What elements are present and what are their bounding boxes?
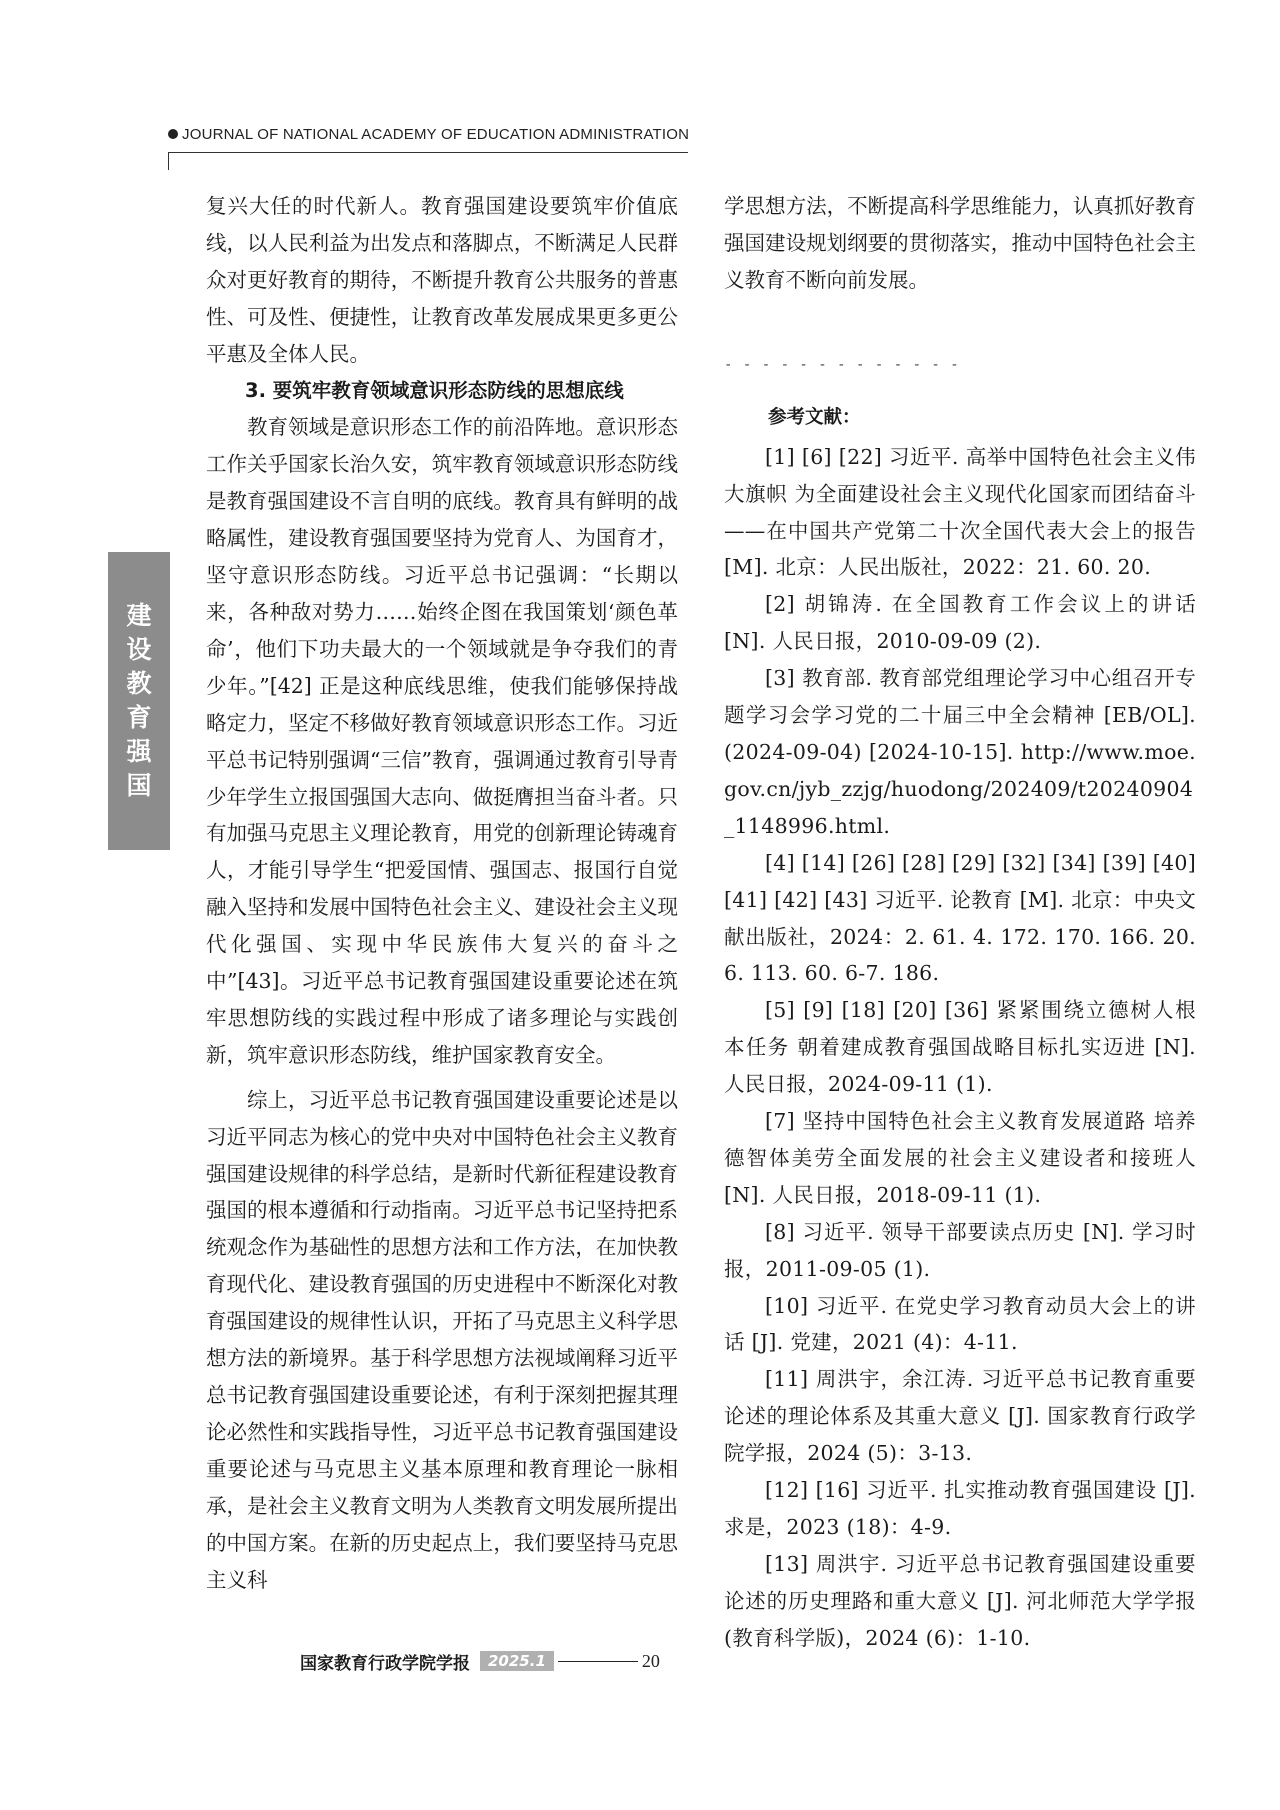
section-side-tab	[108, 552, 170, 850]
side-tab-char: 育	[126, 703, 152, 732]
side-tab-char: 国	[126, 771, 152, 800]
issue-badge: 2025.1	[480, 1651, 554, 1671]
left-column	[206, 188, 678, 1598]
separator-line: - - - - - - - - - - - - -	[724, 356, 960, 373]
right-column	[724, 188, 1196, 1657]
body-paragraph: 教育领域是意识形态工作的前沿阵地。意识形态工作关乎国家长治久安，筑牢教育领域意识形态防线是教育强国建设不言自明的底线。教育具有鲜明的战略属性，建设教育强国要坚持为党育人、为国育才，坚守意识形态防线。习近平总书记强调：“长期以来，各种敌对势力……始终企图在我国策划‘颜色革命’，他们下功夫最大的一个领域就是争夺我们的青少年。”[42] 正是这种底线思维，使我们能够保持战略定力，坚定不移做好教育领域意识形态工作。习近平总书记特别强调“三信”教育，强调通过教育引导青少年学生立报国强国大志向、做挺膺担当奋斗者。只有加强马克思主义理论教育，用党的创新理论铸魂育人，才能引导学生“把爱国情、强国志、报国行自觉融入坚持和发展中国特色社会主义、建设社会主义现代化强国、实现中华民族伟大复兴的奋斗之中”[43]。习近平总书记教育强国建设重要论述在筑牢思想防线的实践过程中形成了诸多理论与实践创新，筑牢意识形态防线，维护国家教育安全。	[206, 415, 678, 1067]
reference-item: [4] [14] [26] [28] [29] [32] [34] [39] [40] [41] [42] [43] 习近平. 论教育 [M]. 北京：中央文献出版社，2024：2. 61. 4. 172. 170. 166. 20. 6. 113. 60. 6-7. 186.	[724, 850, 1196, 986]
side-tab-char: 教	[126, 669, 152, 698]
reference-item: [8] 习近平. 领导干部要读点历史 [N]. 学习时报，2011-09-05 (1).	[724, 1219, 1196, 1281]
footer-rule	[558, 1661, 638, 1662]
reference-item: [1] [6] [22] 习近平. 高举中国特色社会主义伟大旗帜 为全面建设社会主义现代化国家而团结奋斗——在中国共产党第二十次全国代表大会上的报告 [M]. 北京：人民出版社，2022：21. 60. 20.	[724, 444, 1196, 580]
bullet-dot-icon	[168, 129, 178, 139]
page-number: 20	[641, 1650, 660, 1671]
references-title: 参考文献：	[768, 406, 861, 428]
header-rule	[168, 152, 688, 153]
section-heading: 3. 要筑牢教育领域意识形态防线的思想底线	[245, 378, 624, 402]
body-paragraph: 复兴大任的时代新人。教育强国建设要筑牢价值底线，以人民利益为出发点和落脚点，不断满足人民群众对更好教育的期待，不断提升教育公共服务的普惠性、可及性、便捷性，让教育改革发展成果更多更公平惠及全体人民。	[206, 194, 678, 366]
side-tab-char: 建	[126, 601, 152, 630]
reference-item: [13] 周洪宇. 习近平总书记教育强国建设重要论述的历史理路和重大意义 [J]. 河北师范大学学报 (教育科学版)，2024 (6)：1-10.	[724, 1551, 1196, 1650]
journal-english-title: JOURNAL OF NATIONAL ACADEMY OF EDUCATION ADMINISTRATION	[182, 126, 690, 143]
reference-item: [11] 周洪宇，余江涛. 习近平总书记教育重要论述的理论体系及其重大意义 [J]. 国家教育行政学院学报，2024 (5)：3-13.	[724, 1367, 1196, 1466]
reference-list	[724, 439, 1196, 1657]
reference-item: [2] 胡锦涛. 在全国教育工作会议上的讲话 [N]. 人民日报，2010-09-09 (2).	[724, 592, 1196, 654]
reference-item: [3] 教育部. 教育部党组理论学习中心组召开专题学习会学习党的二十届三中全会精神 [EB/OL]. (2024-09-04) [2024-10-15]. http://www.moe.gov.cn/jyb_zzjg/huodong/202409/t20240904_1148996.html.	[724, 666, 1196, 838]
reference-item: [5] [9] [18] [20] [36] 紧紧围绕立德树人根本任务 朝着建成教育强国战略目标扎实迈进 [N]. 人民日报，2024-09-11 (1).	[724, 998, 1196, 1097]
body-paragraph: 学思想方法，不断提高科学思维能力，认真抓好教育强国建设规划纲要的贯彻落实，推动中国特色社会主义教育不断向前发展。	[724, 194, 1196, 292]
reference-item: [7] 坚持中国特色社会主义教育发展道路 培养德智体美劳全面发展的社会主义建设者和接班人 [N]. 人民日报，2018-09-11 (1).	[724, 1109, 1196, 1207]
side-tab-char: 设	[126, 635, 152, 664]
side-tab-char: 强	[126, 737, 152, 766]
journal-chinese-title: 国家教育行政学院学报	[300, 1653, 470, 1674]
running-header	[168, 126, 688, 152]
reference-item: [12] [16] 习近平. 扎实推动教育强国建设 [J]. 求是，2023 (18)：4-9.	[724, 1478, 1196, 1539]
page-footer	[300, 1646, 720, 1676]
reference-item: [10] 习近平. 在党史学习教育动员大会上的讲话 [J]. 党建，2021 (4)：4-11.	[724, 1293, 1196, 1355]
body-paragraph: 综上，习近平总书记教育强国建设重要论述是以习近平同志为核心的党中央对中国特色社会主义教育强国建设规律的科学总结，是新时代新征程建设教育强国的根本遵循和行动指南。习近平总书记坚持把系统观念作为基础性的思想方法和工作方法，在加快教育现代化、建设教育强国的历史进程中不断深化对教育强国建设的规律性认识，开拓了马克思主义科学思想方法的新境界。基于科学思想方法视域阐释习近平总书记教育强国建设重要论述，有利于深刻把握其理论必然性和实践指导性，习近平总书记教育强国建设重要论述与马克思主义基本原理和教育理论一脉相承，是社会主义教育文明为人类教育文明发展所提出的中国方案。在新的历史起点上，我们要坚持马克思主义科	[206, 1087, 678, 1592]
header-vertical-rule	[168, 152, 169, 170]
